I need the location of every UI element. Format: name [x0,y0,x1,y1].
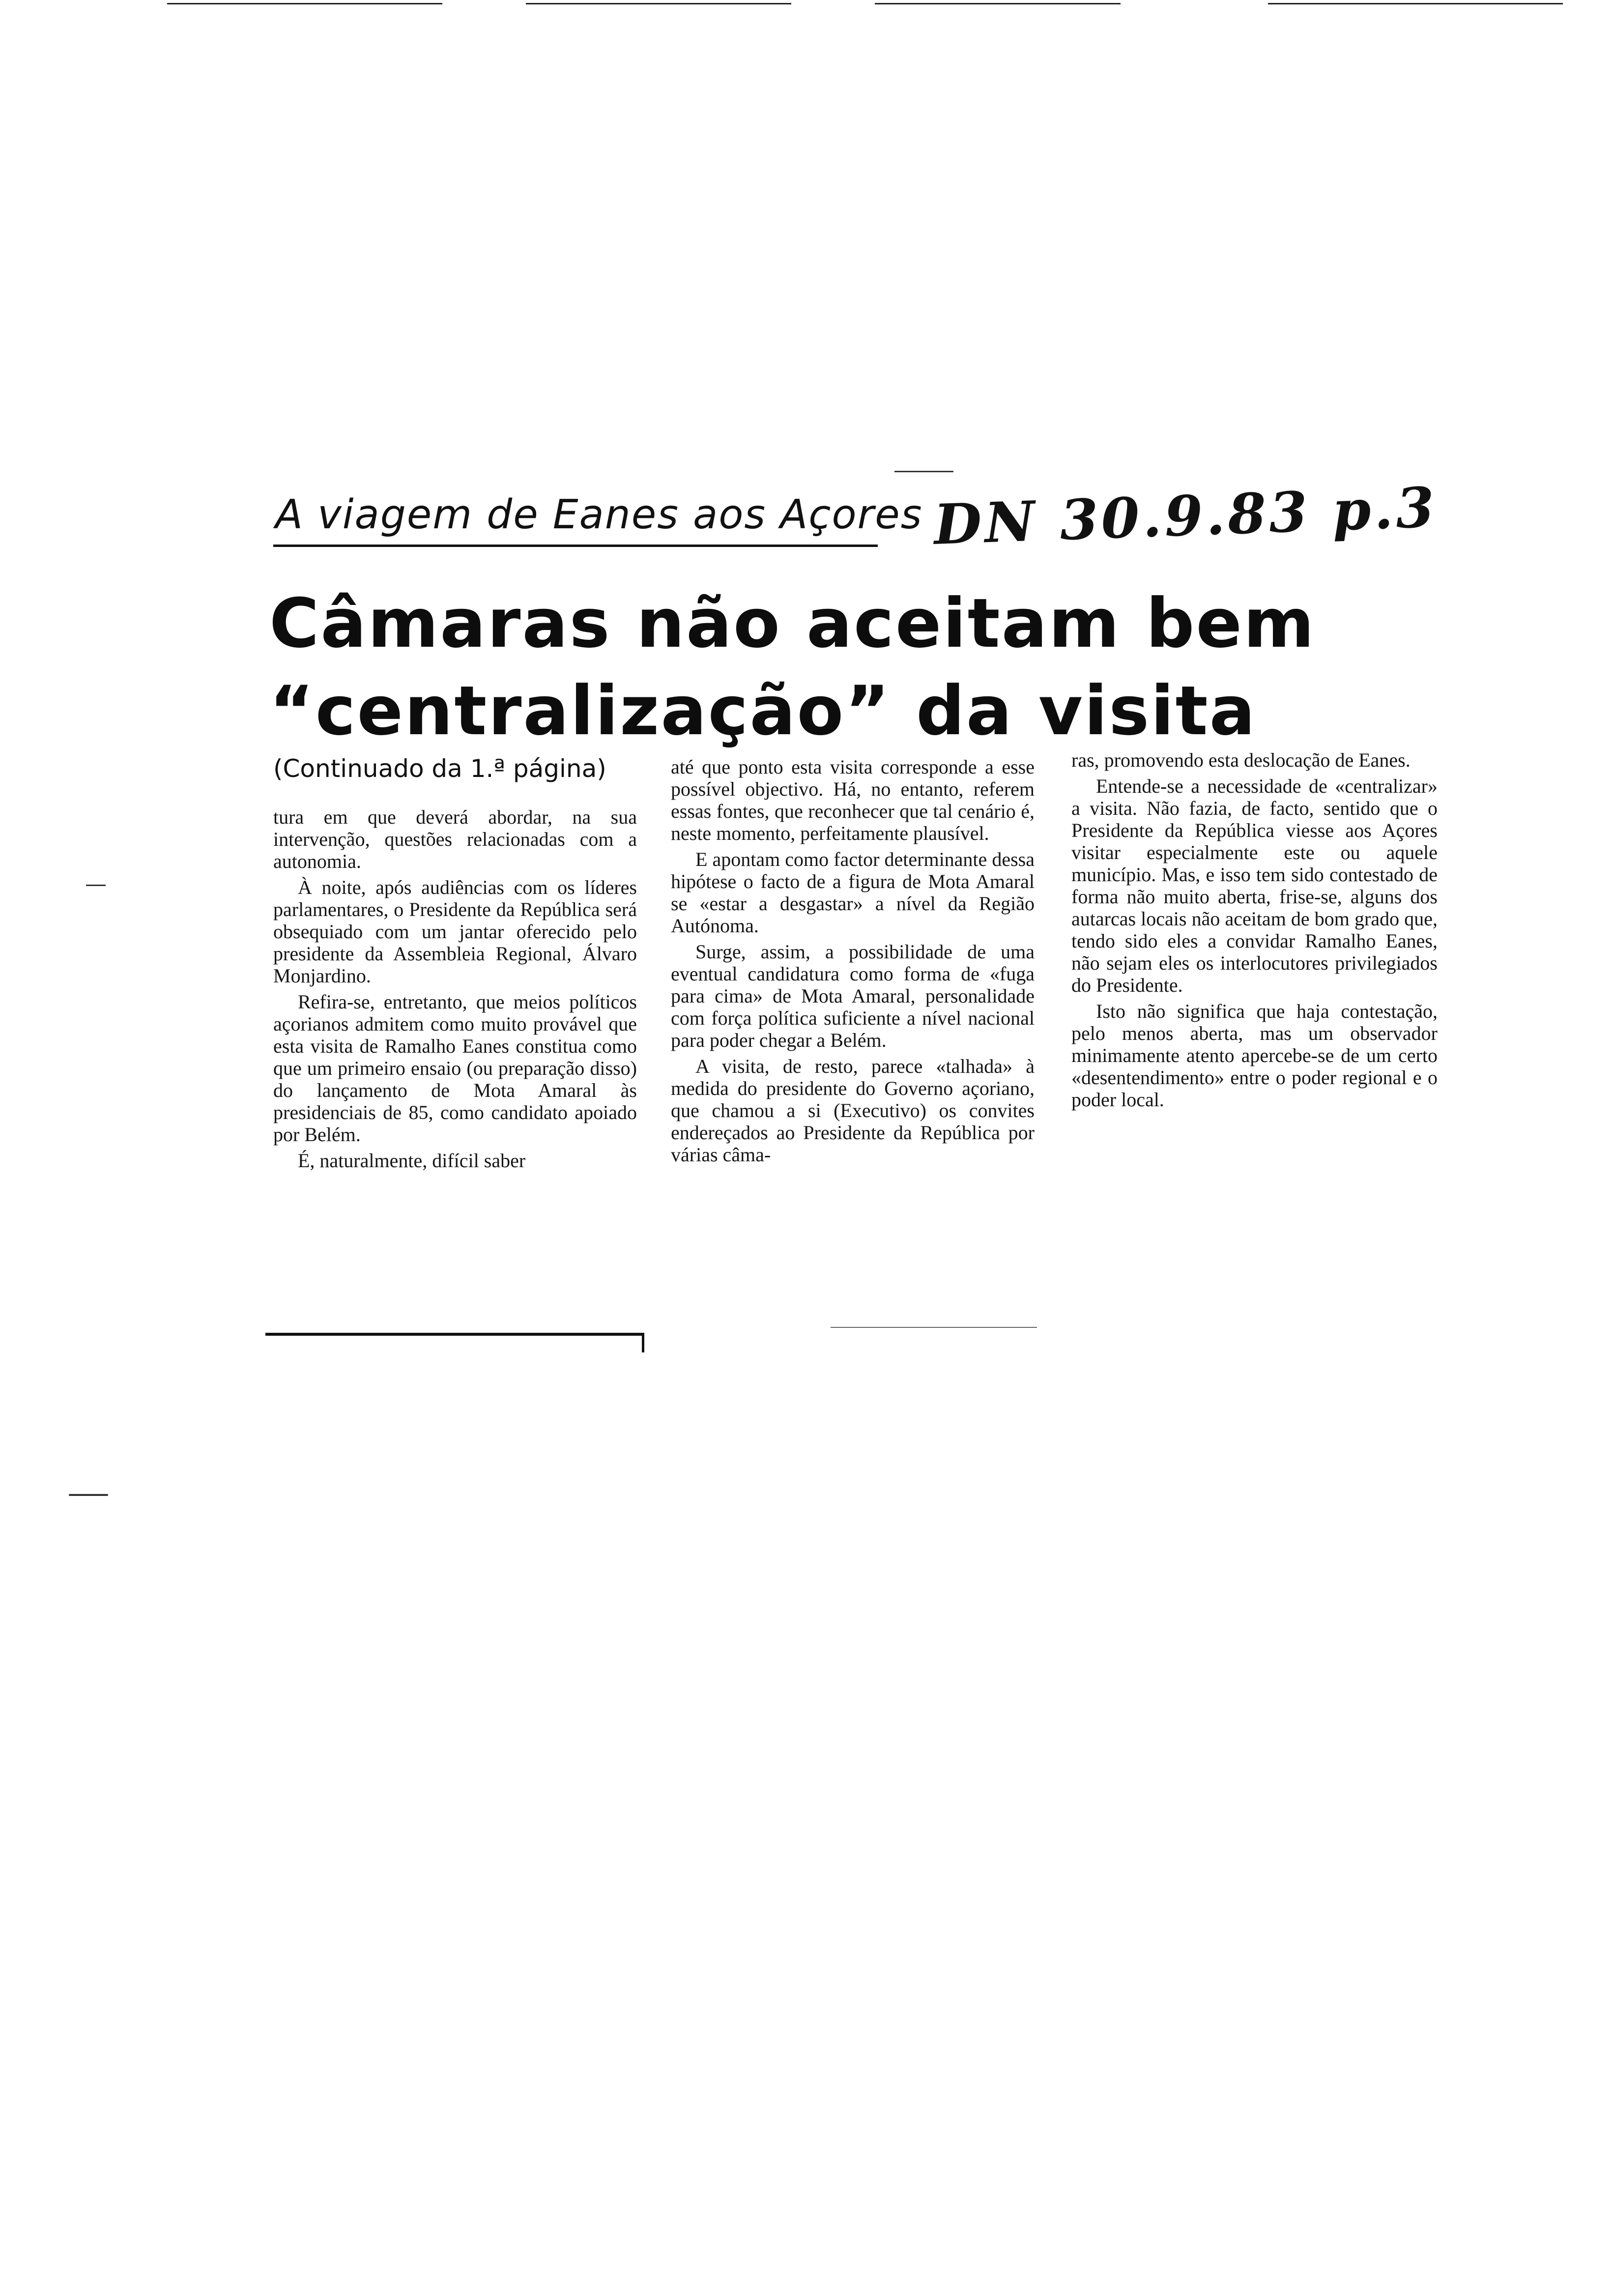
paragraph: Isto não significa que haja contestação, pelo menos aberta, mas um observador minimamente atento apercebe-se de um certo «desentendimento» entre o poder regional e o poder local. [1071,1000,1438,1111]
paragraph: até que ponto esta visita corresponde a esse possível objectivo. Há, no entanto, referem essas fontes, que reconhecer que tal cenário é, neste momento, perfeitamente plausível. [671,756,1035,844]
article-kicker: A viagem de Eanes aos Açores [275,491,923,538]
paragraph: A visita, de resto, parece «talhada» à medida do presidente do Governo açoriano, que chamou a si (Executivo) os convites endereçados ao Presidente da República por várias câma- [671,1055,1035,1166]
article-end-tick [642,1333,644,1352]
headline-line-1: Câmaras não aceitam bem [269,584,1316,663]
paragraph: Entende-se a necessidade de «centralizar» a visita. Não fazia, de facto, sentido que o Presidente da República viesse aos Açores visitar especialmente este ou aquele município. Mas, e isso tem sido contestado de forma não muito aberta, frise-se, alguns dos autarcas locais não aceitam de bom grado que, tendo sido eles a convidar Ramalho Eanes, não sejam eles os interlocutores privilegiados do Presidente. [1071,775,1438,996]
paragraph: À noite, após audiências com os líderes parlamentares, o Presidente da República será obsequiado com um jantar oferecido pelo presidente da Assembleia Regional, Álvaro Monjardino. [273,876,637,987]
continued-note: (Continuado da 1.ª página) [273,754,606,783]
paragraph: Surge, assim, a possibilidade de uma eventual candidatura como forma de «fuga para cima» de Mota Amaral, personalidade com força política suficiente a nível nacional para poder chegar a Belém. [671,941,1035,1051]
article-column-3 [1071,749,1438,1115]
article-headline [269,580,1449,755]
scan-edge-line [167,3,442,4]
paragraph: E apontam como factor determinante dessa hipótese o facto de a figura de Mota Amaral se «estar a desgastar» a nível da Região Autónoma. [671,848,1035,937]
paragraph: É, naturalmente, difícil saber [298,1149,526,1172]
scan-mark [894,471,953,472]
scan-mark [69,1494,108,1496]
scan-edge-line [526,3,791,4]
kicker-underline [273,545,878,547]
paragraph: Refira-se, entretanto, que meios políticos açorianos admitem como muito provável que esta visita de Ramalho Eanes constitua como que um primeiro ensaio (ou preparação disso) do lançamento de Mota Amaral às presidenciais de 85, como candidato apoiado por Belém. [273,991,637,1146]
headline-line-2: “centralização” da visita [269,671,1257,750]
scan-edge-line [875,3,1121,4]
paragraph: tura em que deverá abordar, na sua intervenção, questões relacionadas com a autonomia. [273,806,637,872]
paragraph: ras, promovendo esta deslocação de Eanes. [1071,749,1410,771]
article-column-1 [273,806,637,1176]
dashed-divider [831,1327,1037,1328]
scan-edge-line [1268,3,1563,4]
article-column-2 [671,756,1035,1170]
handwritten-reference: DN 30.9.83 p.3 [933,475,1439,557]
article-end-rule [265,1333,644,1336]
scan-mark [86,885,106,886]
